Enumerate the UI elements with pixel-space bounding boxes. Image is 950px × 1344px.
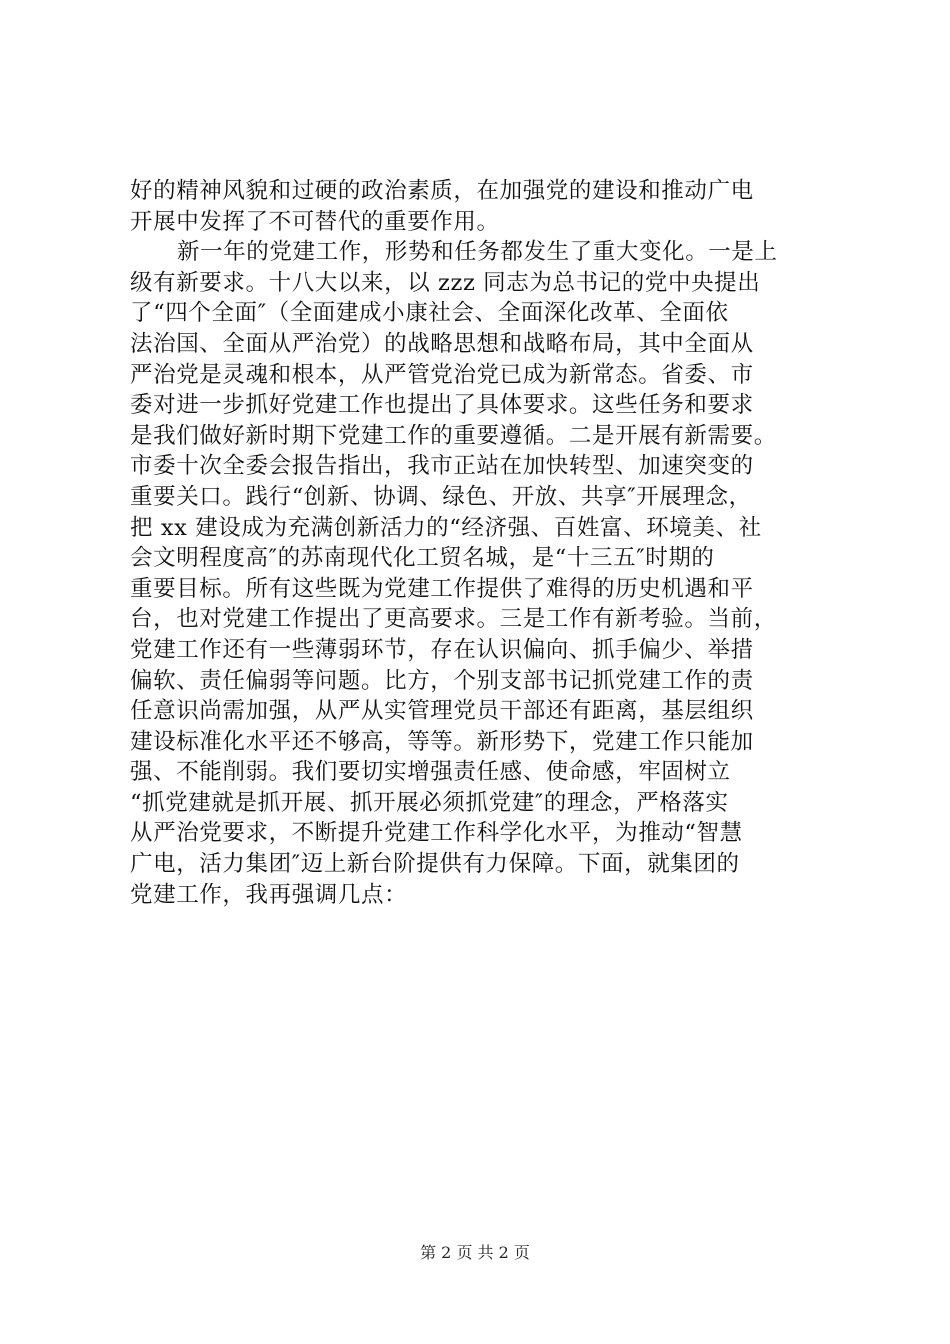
text-line: 委对进一步抓好党建工作也提出了具体要求。这些任务和要求 — [130, 392, 754, 419]
text-line: 重要关口。践行“创新、协调、绿色、开放、共享″开展理念， — [130, 483, 752, 510]
text-line: 台，也对党建工作提出了更高要求。三是工作有新考验。当前， — [130, 606, 777, 633]
text-line: 开展中发挥了不可替代的重要作用。 — [130, 208, 500, 235]
page-number-footer: 第 2 页 共 2 页 — [420, 1243, 530, 1262]
text-line: 党建工作还有一些薄弱环节，存在认识偏向、抓手偏少、举措 — [130, 636, 754, 663]
text-line: 广电，活力集团″迈上新台阶提供有力保障。下面，就集团的 — [130, 851, 740, 878]
text-line: 法治国、全面从严治党）的战略思想和战略布局，其中全面从 — [130, 330, 754, 357]
text-line: 会文明程度高″的苏南现代化工贸名城，是“十三五″时期的 — [130, 545, 715, 572]
text-line: 市委十次全委会报告指出，我市正站在加快转型、加速突变的 — [130, 453, 754, 480]
text-line: 了“四个全面″（全面建成小康社会、全面深化改革、全面依 — [130, 300, 729, 327]
text-line: “抓党建就是抓开展、抓开展必须抓党建″的理念，严格落实 — [130, 789, 729, 816]
text-line: 重要目标。所有这些既为党建工作提供了难得的历史机遇和平 — [130, 575, 754, 602]
text-line: 强、不能削弱。我们要切实增强责任感、使命感，牢固树立 — [130, 759, 731, 786]
text-line: 任意识尚需加强，从严从实管理党员干部还有距离，基层组织 — [130, 698, 754, 725]
text-line: 建设标准化水平还不够高，等等。新形势下，党建工作只能加 — [130, 728, 754, 755]
text-line: 是我们做好新时期下党建工作的重要遵循。二是开展有新需要。 — [130, 422, 777, 449]
text-line: 好的精神风貌和过硬的政治素质，在加强党的建设和推动广电 — [130, 178, 754, 204]
text-line: 从严治党要求，不断提升党建工作科学化水平，为推动“智慧 — [130, 820, 743, 847]
text-line: 党建工作，我再强调几点： — [130, 881, 408, 908]
document-body — [130, 176, 830, 910]
paragraph-first-line: 新一年的党建工作，形势和任务都发生了重大变化。一是上 — [177, 239, 778, 266]
text-line: 把 xx 建设成为充满创新活力的“经济强、百姓富、环境美、社 — [130, 514, 762, 541]
text-line: 严治党是灵魂和根本，从严管党治党已成为新常态。省委、市 — [130, 361, 754, 388]
text-line: 偏软、责任偏弱等问题。比方，个别支部书记抓党建工作的责 — [130, 667, 754, 694]
text-line: 级有新要求。十八大以来，以 zzz 同志为总书记的党中央提出 — [130, 269, 761, 296]
